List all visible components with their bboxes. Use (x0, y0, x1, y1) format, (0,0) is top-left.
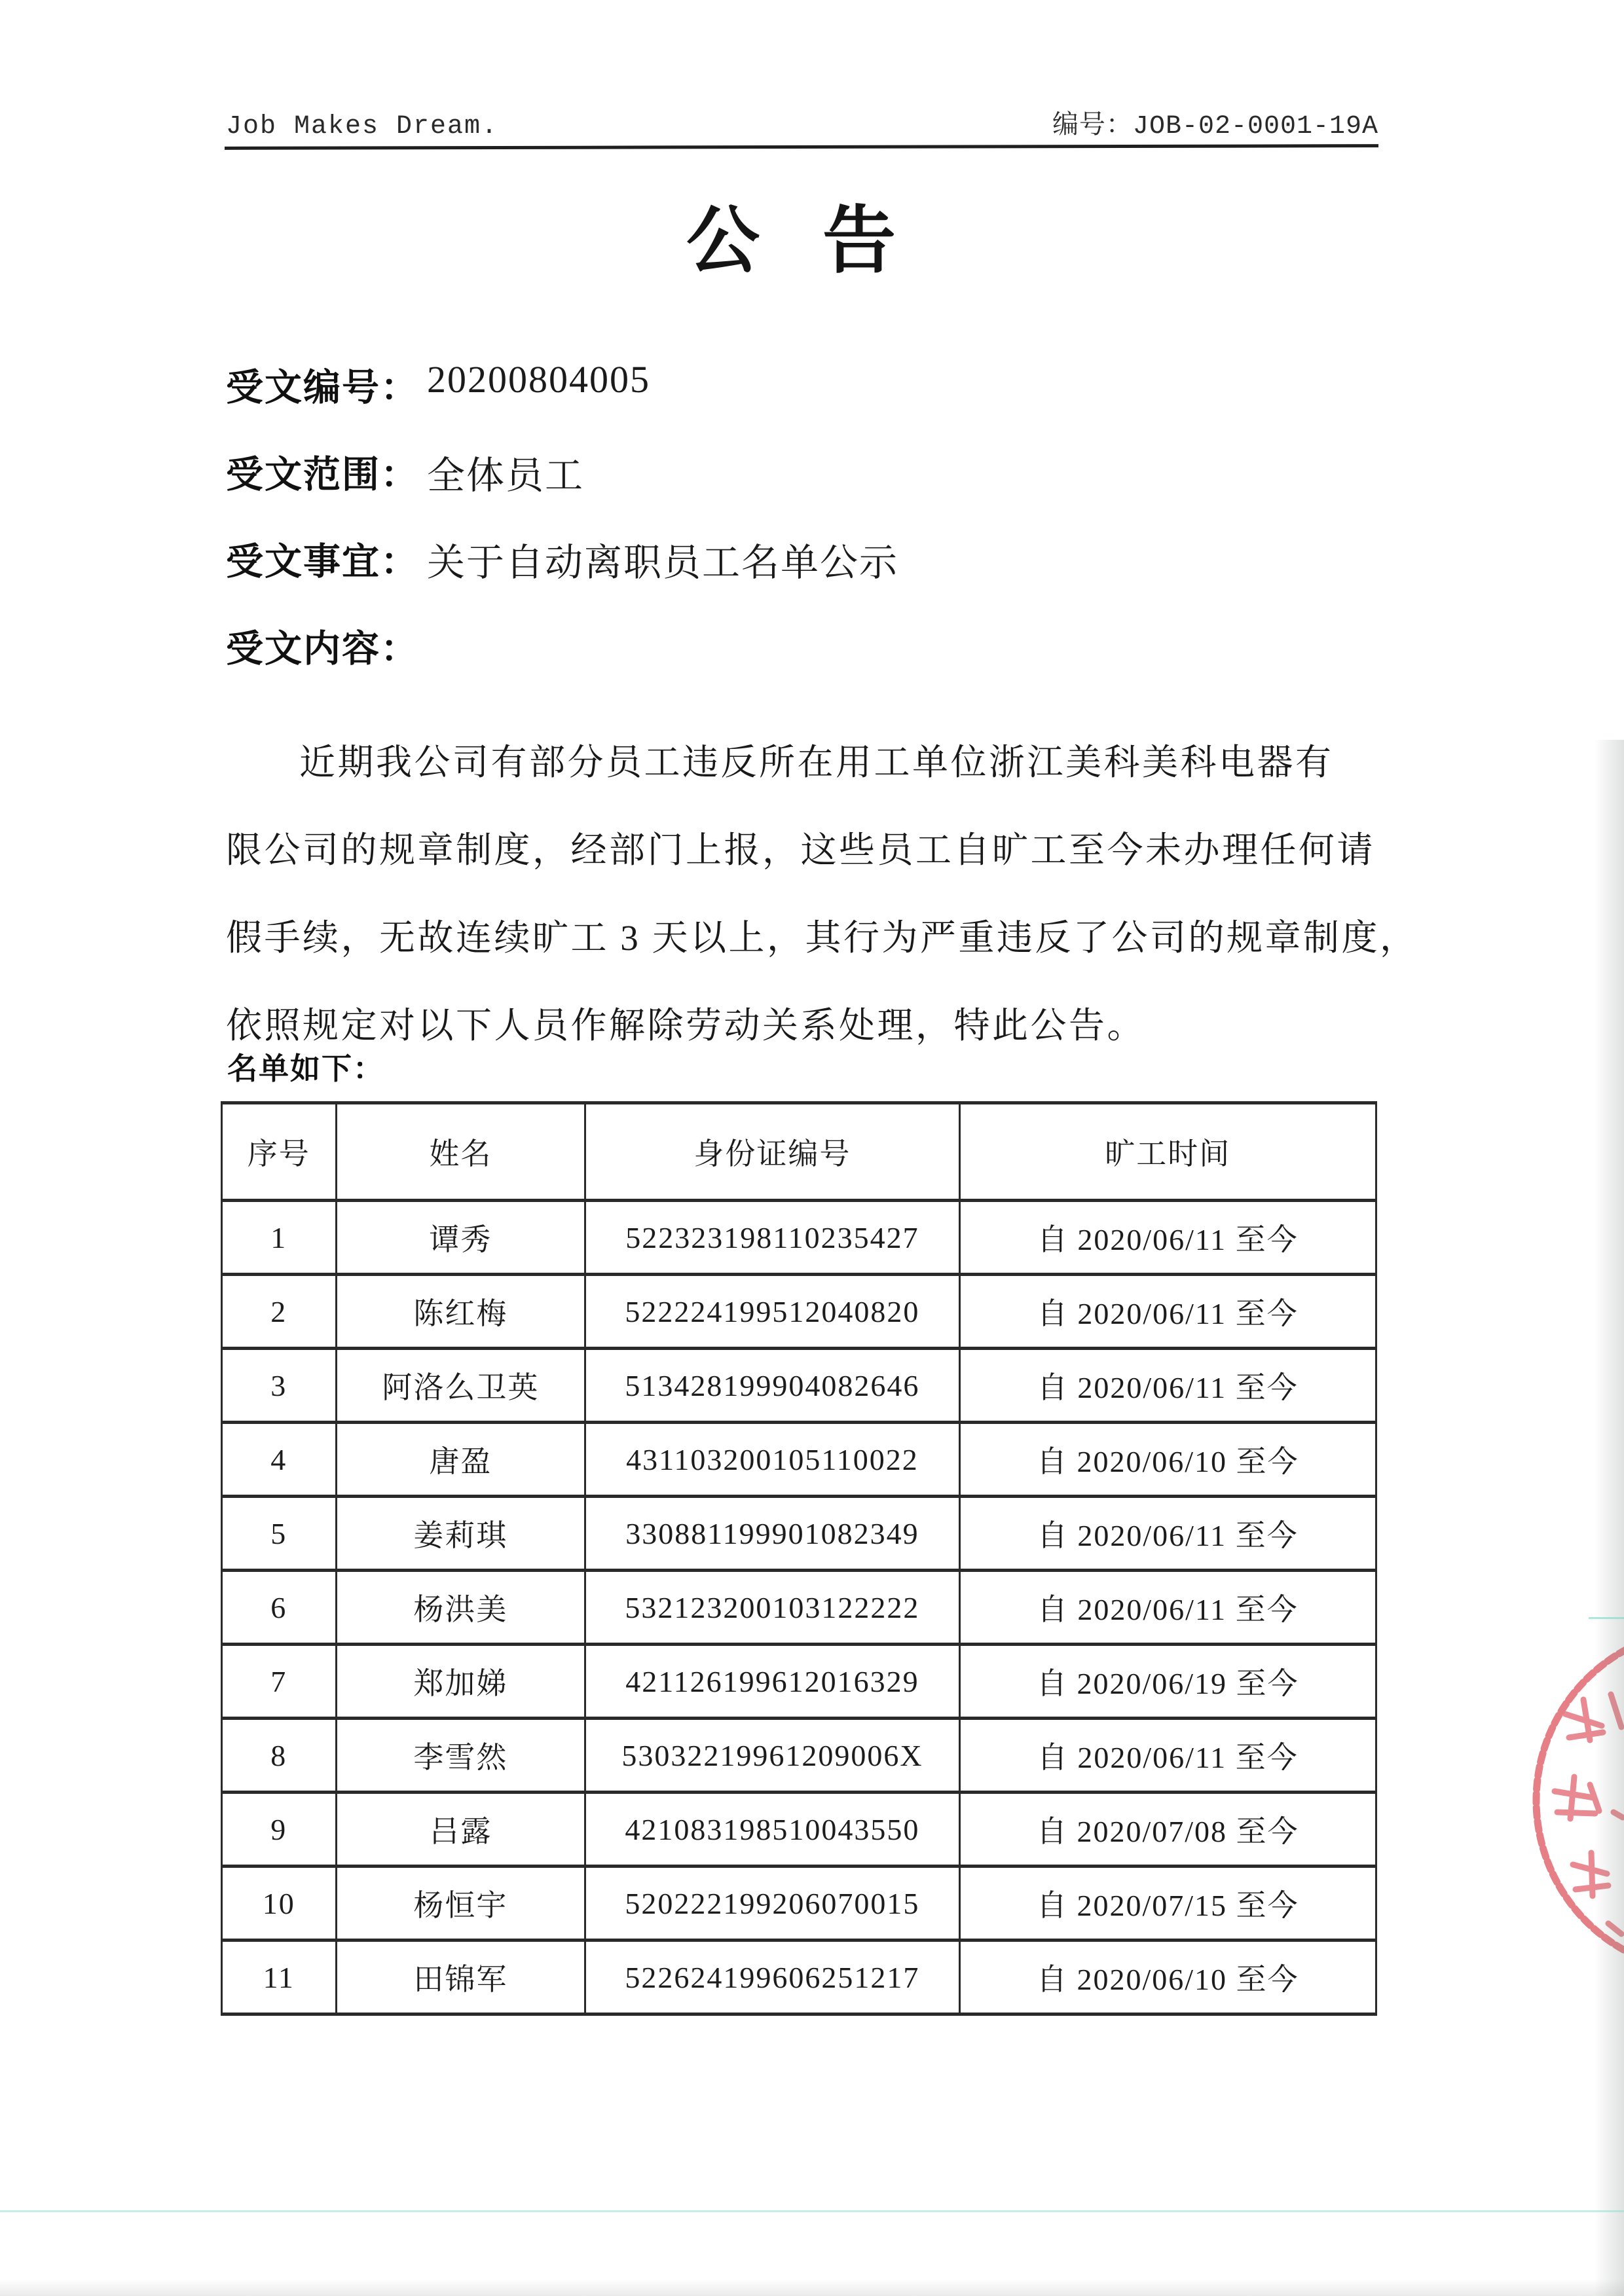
scan-bottom-shadow (0, 2279, 1624, 2296)
id-number-cell: 431103200105110022 (585, 1423, 959, 1497)
absence-period-cell: 自 2020/06/11 至今 (959, 1201, 1376, 1275)
seq-cell: 5 (222, 1497, 337, 1571)
name-cell: 陈红梅 (336, 1275, 585, 1349)
table-row (222, 1719, 1376, 1793)
table-header-cell: 姓名 (336, 1103, 585, 1201)
meta-block (226, 357, 1378, 706)
seq-cell: 1 (222, 1201, 337, 1275)
page-header (226, 103, 1378, 141)
name-cell: 唐盈 (336, 1423, 585, 1497)
seq-cell: 8 (222, 1719, 337, 1793)
name-cell: 郑加娣 (336, 1645, 585, 1719)
id-number-cell: 522624199606251217 (585, 1941, 959, 2014)
absence-period-cell: 自 2020/06/11 至今 (959, 1497, 1376, 1571)
id-number-cell: 330881199901082349 (585, 1497, 959, 1571)
table-header-cell: 旷工时间 (959, 1103, 1376, 1201)
meta-label: 受文内容： (226, 628, 419, 670)
seq-cell: 6 (222, 1571, 337, 1645)
body-paragraph (226, 719, 1418, 1070)
meta-value: 20200804005 (427, 358, 650, 401)
name-cell: 李雪然 (336, 1719, 585, 1793)
id-number-cell: 421126199612016329 (585, 1645, 959, 1719)
name-cell: 杨洪美 (336, 1571, 585, 1645)
id-number-cell: 520222199206070015 (585, 1867, 959, 1941)
meta-label: 受文编号： (226, 367, 419, 409)
seq-cell: 11 (222, 1941, 337, 2014)
name-cell: 姜莉琪 (336, 1497, 585, 1571)
table-row (222, 1275, 1376, 1349)
table-row (222, 1349, 1376, 1423)
table-body (222, 1201, 1376, 2014)
table-row (222, 1423, 1376, 1497)
absence-period-cell: 自 2020/06/11 至今 (959, 1571, 1376, 1645)
body-line: 依照规定对以下人员作解除劳动关系处理，特此公告。 (226, 1006, 1146, 1046)
absence-period-cell: 自 2020/06/10 至今 (959, 1941, 1376, 2014)
absence-period-cell: 自 2020/06/11 至今 (959, 1719, 1376, 1793)
absence-period-cell: 自 2020/07/15 至今 (959, 1867, 1376, 1941)
meta-label: 受文范围： (226, 454, 419, 496)
absence-period-cell: 自 2020/06/11 至今 (959, 1349, 1376, 1423)
seq-cell: 2 (222, 1275, 337, 1349)
scan-cyan-mark (1589, 1617, 1624, 1619)
body-line: 限公司的规章制度，经部门上报，这些员工自旷工至今未办理任何请 (226, 830, 1376, 870)
name-cell: 杨恒宇 (336, 1867, 585, 1941)
meta-value: 全体员工 (427, 454, 585, 497)
seq-cell: 4 (222, 1423, 337, 1497)
table-header-row (222, 1103, 1376, 1201)
id-number-cell: 522224199512040820 (585, 1275, 959, 1349)
roster-table (221, 1101, 1377, 2016)
absence-period-cell: 自 2020/07/08 至今 (959, 1793, 1376, 1867)
meta-value: 关于自动离职员工名单公示 (427, 541, 899, 584)
table-row (222, 1793, 1376, 1867)
meta-line (226, 357, 1378, 445)
company-motto: Job Makes Dream. (226, 112, 499, 141)
id-number-cell: 513428199904082646 (585, 1349, 959, 1423)
list-label: 名单如下： (227, 1051, 384, 1085)
page-title: 公 告 (686, 201, 918, 282)
absence-period-cell: 自 2020/06/11 至今 (959, 1275, 1376, 1349)
document-number: 编号：JOB-02-0001-19A (1052, 112, 1378, 141)
id-number-cell: 53032219961209006X (585, 1719, 959, 1793)
id-number-cell: 522323198110235427 (585, 1201, 959, 1275)
meta-line (226, 619, 1378, 706)
name-cell: 田锦军 (336, 1941, 585, 2014)
meta-line (226, 445, 1378, 532)
absence-period-cell: 自 2020/06/19 至今 (959, 1645, 1376, 1719)
table-row (222, 1571, 1376, 1645)
meta-label: 受文事宜： (226, 541, 419, 583)
body-line: 近期我公司有部分员工违反所在用工单位浙江美科美科电器有 (299, 742, 1334, 782)
name-cell: 谭秀 (336, 1201, 585, 1275)
seq-cell: 10 (222, 1867, 337, 1941)
table-row (222, 1867, 1376, 1941)
scan-cyan-line (0, 2210, 1624, 2212)
name-cell: 吕露 (336, 1793, 585, 1867)
absence-period-cell: 自 2020/06/10 至今 (959, 1423, 1376, 1497)
meta-line (226, 532, 1378, 619)
seq-cell: 3 (222, 1349, 337, 1423)
table-header-cell: 身份证编号 (585, 1103, 959, 1201)
table-row (222, 1941, 1376, 2014)
body-line: 假手续，无故连续旷工 3 天以上，其行为严重违反了公司的规章制度， (226, 918, 1418, 958)
seq-cell: 7 (222, 1645, 337, 1719)
table-header-cell: 序号 (222, 1103, 337, 1201)
id-number-cell: 421083198510043550 (585, 1793, 959, 1867)
id-number-cell: 532123200103122222 (585, 1571, 959, 1645)
seq-cell: 9 (222, 1793, 337, 1867)
scan-edge-band (1594, 740, 1624, 2296)
table-row (222, 1645, 1376, 1719)
name-cell: 阿洛么卫英 (336, 1349, 585, 1423)
table-row (222, 1201, 1376, 1275)
header-divider (225, 144, 1378, 150)
table-row (222, 1497, 1376, 1571)
